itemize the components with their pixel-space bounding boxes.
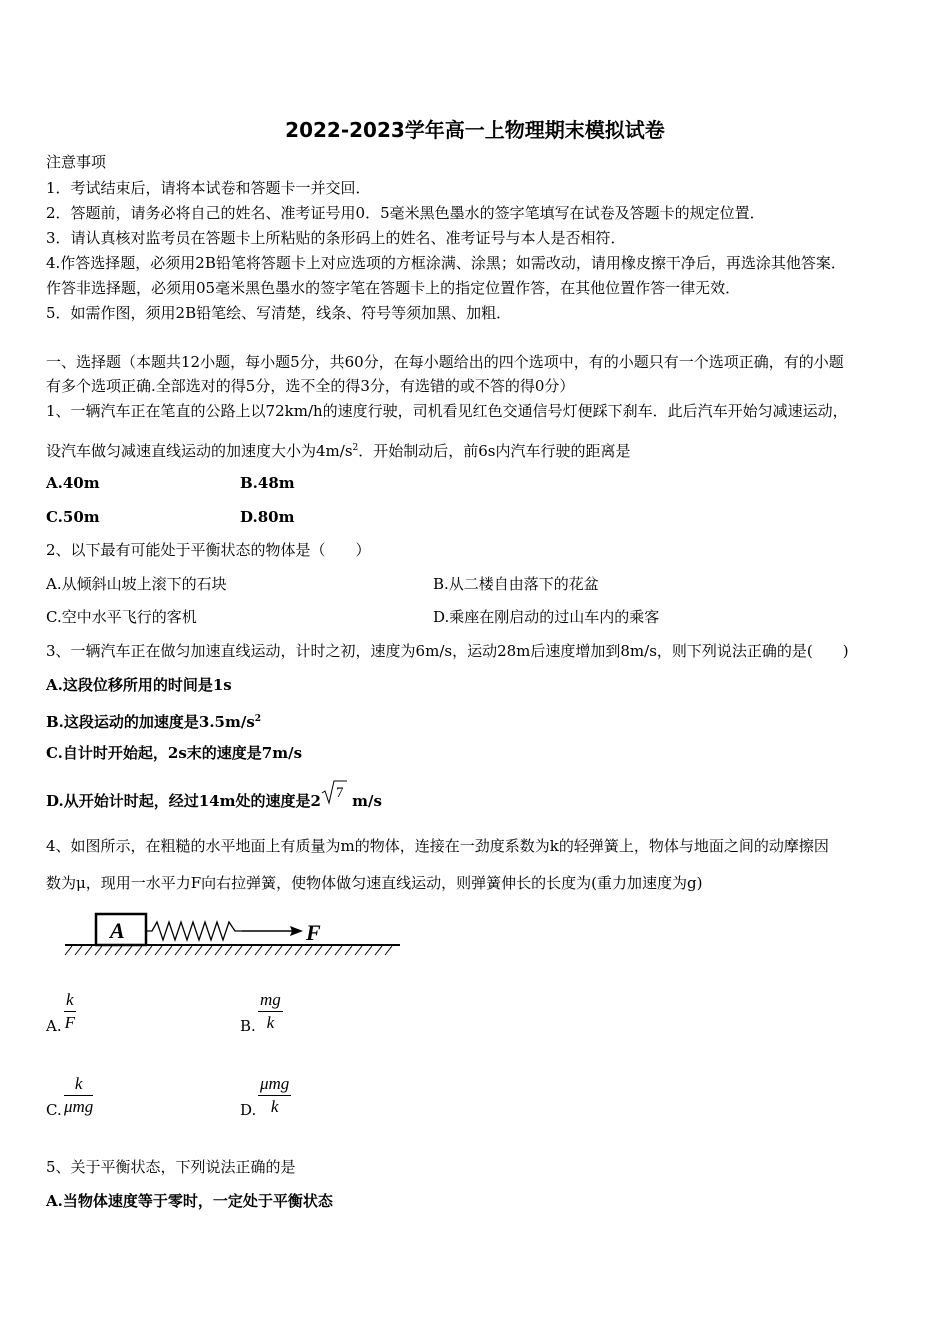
sqrt-radicand: 7	[335, 785, 344, 801]
notice-item: 3．请认真核对监考员在答题卡上所粘贴的条形码上的姓名、准考证号与本人是否相符．	[46, 229, 626, 247]
notice-item: 5．如需作图，须用2B铅笔绘、写清楚，线条、符号等须加黑、加粗．	[46, 304, 512, 322]
q4-option-b-label: B.	[240, 1017, 256, 1035]
notice-item: 1．考试结束后，请将本试卷和答题卡一并交回．	[46, 179, 371, 197]
q1-option-b: B.48m	[240, 474, 295, 492]
q1-stem: 1、一辆汽车正在笔直的公路上以72km/h的速度行驶，司机看见红色交通信号灯便踩下刹车．此后汽车开始匀减速运动，	[46, 402, 848, 420]
q1-option-d: D.80m	[240, 508, 295, 526]
block-label: A	[110, 918, 125, 943]
q3-option-c: C.自计时开始起，2s末的速度是7m/s	[46, 744, 303, 762]
q3-option-d: D.从开始计时起，经过14m处的速度是2 7 m/s	[46, 789, 382, 815]
q4-stem: 4、如图所示，在粗糙的水平地面上有质量为m的物体，连接在一劲度系数为k的轻弹簧上，物体与地面之间的动摩擦因	[46, 837, 829, 855]
q4-option-a-label: A.	[46, 1017, 62, 1035]
q1-option-a: A.40m	[46, 474, 100, 492]
q4-option-c-label: C.	[46, 1101, 62, 1119]
q5-stem: 5、关于平衡状态，下列说法正确的是	[46, 1158, 296, 1176]
ground-hatching	[65, 946, 392, 955]
q4-option-c-fraction: k μmg	[64, 1074, 94, 1116]
q2-option-c: C.空中水平飞行的客机	[46, 608, 197, 626]
q2-option-b: B.从二楼自由落下的花盆	[433, 575, 599, 593]
notice-item: 2．答题前，请务必将自己的姓名、准考证号用0．5毫米黑色墨水的签字笔填写在试卷及答题卡的规定位置．	[46, 204, 765, 222]
q1-stem-cont: 设汽车做匀减速直线运动的加速度大小为$4m/s^2$．开始制动后，前6s内汽车行驶的距离是	[46, 442, 631, 460]
notice-heading: 注意事项	[46, 153, 107, 171]
q4-option-a-fraction: $\frac{k}{F}$	[64, 990, 75, 1032]
q4-stem-cont: 数为μ，现用一水平力F向右拉弹簧，使物体做匀速直线运动，则弹簧伸长的长度为(重力加速度为g)	[46, 874, 703, 892]
q4-option-d-fraction: μmg k	[260, 1074, 290, 1116]
q5-option-a: A.当物体速度等于零时，一定处于平衡状态	[46, 1192, 333, 1210]
page-title: 2022-2023学年高一上物理期末模拟试卷	[285, 118, 665, 142]
q3-option-b: B.这段运动的加速度是$3.5m/s^2$	[46, 713, 262, 731]
section-heading-cont: 有多个选项正确.全部选对的得5分，选不全的得3分，有选错的或不答的得0分）	[46, 377, 575, 395]
force-label: F	[306, 920, 321, 945]
section-heading: 一、选择题（本题共12小题，每小题5分，共60分，在每小题给出的四个选项中，有的小题只有一个选项正确，有的小题	[46, 353, 844, 371]
q4-option-b-fraction: $\frac{mg}{k}$	[260, 990, 281, 1032]
spring-block-figure	[60, 905, 405, 960]
spring	[146, 922, 242, 940]
notice-item: 4.作答选择题，必须用2B铅笔将答题卡上对应选项的方框涂满、涂黑；如需改动，请用橡皮擦干净后，再选涂其他答案．	[46, 254, 846, 272]
notice-item: 作答非选择题，必须用05毫米黑色墨水的签字笔在答题卡上的指定位置作答，在其他位置作答一律无效．	[46, 279, 741, 297]
sqrt-radical	[321, 785, 347, 815]
q2-option-d: D.乘座在刚启动的过山车内的乘客	[433, 608, 660, 626]
q4-option-d-label: D.	[240, 1101, 257, 1119]
q1-option-c: C.50m	[46, 508, 100, 526]
q2-stem: 2、以下最有可能处于平衡状态的物体是（ ）	[46, 541, 371, 559]
q3-stem: 3、一辆汽车正在做匀加速直线运动，计时之初，速度为6m/s，运动28m后速度增加到8m/s，则下列说法正确的是( )	[46, 642, 849, 660]
q3-option-a: A.这段位移所用的时间是1s	[46, 676, 232, 694]
q2-option-a: A.从倾斜山坡上滚下的石块	[46, 575, 227, 593]
